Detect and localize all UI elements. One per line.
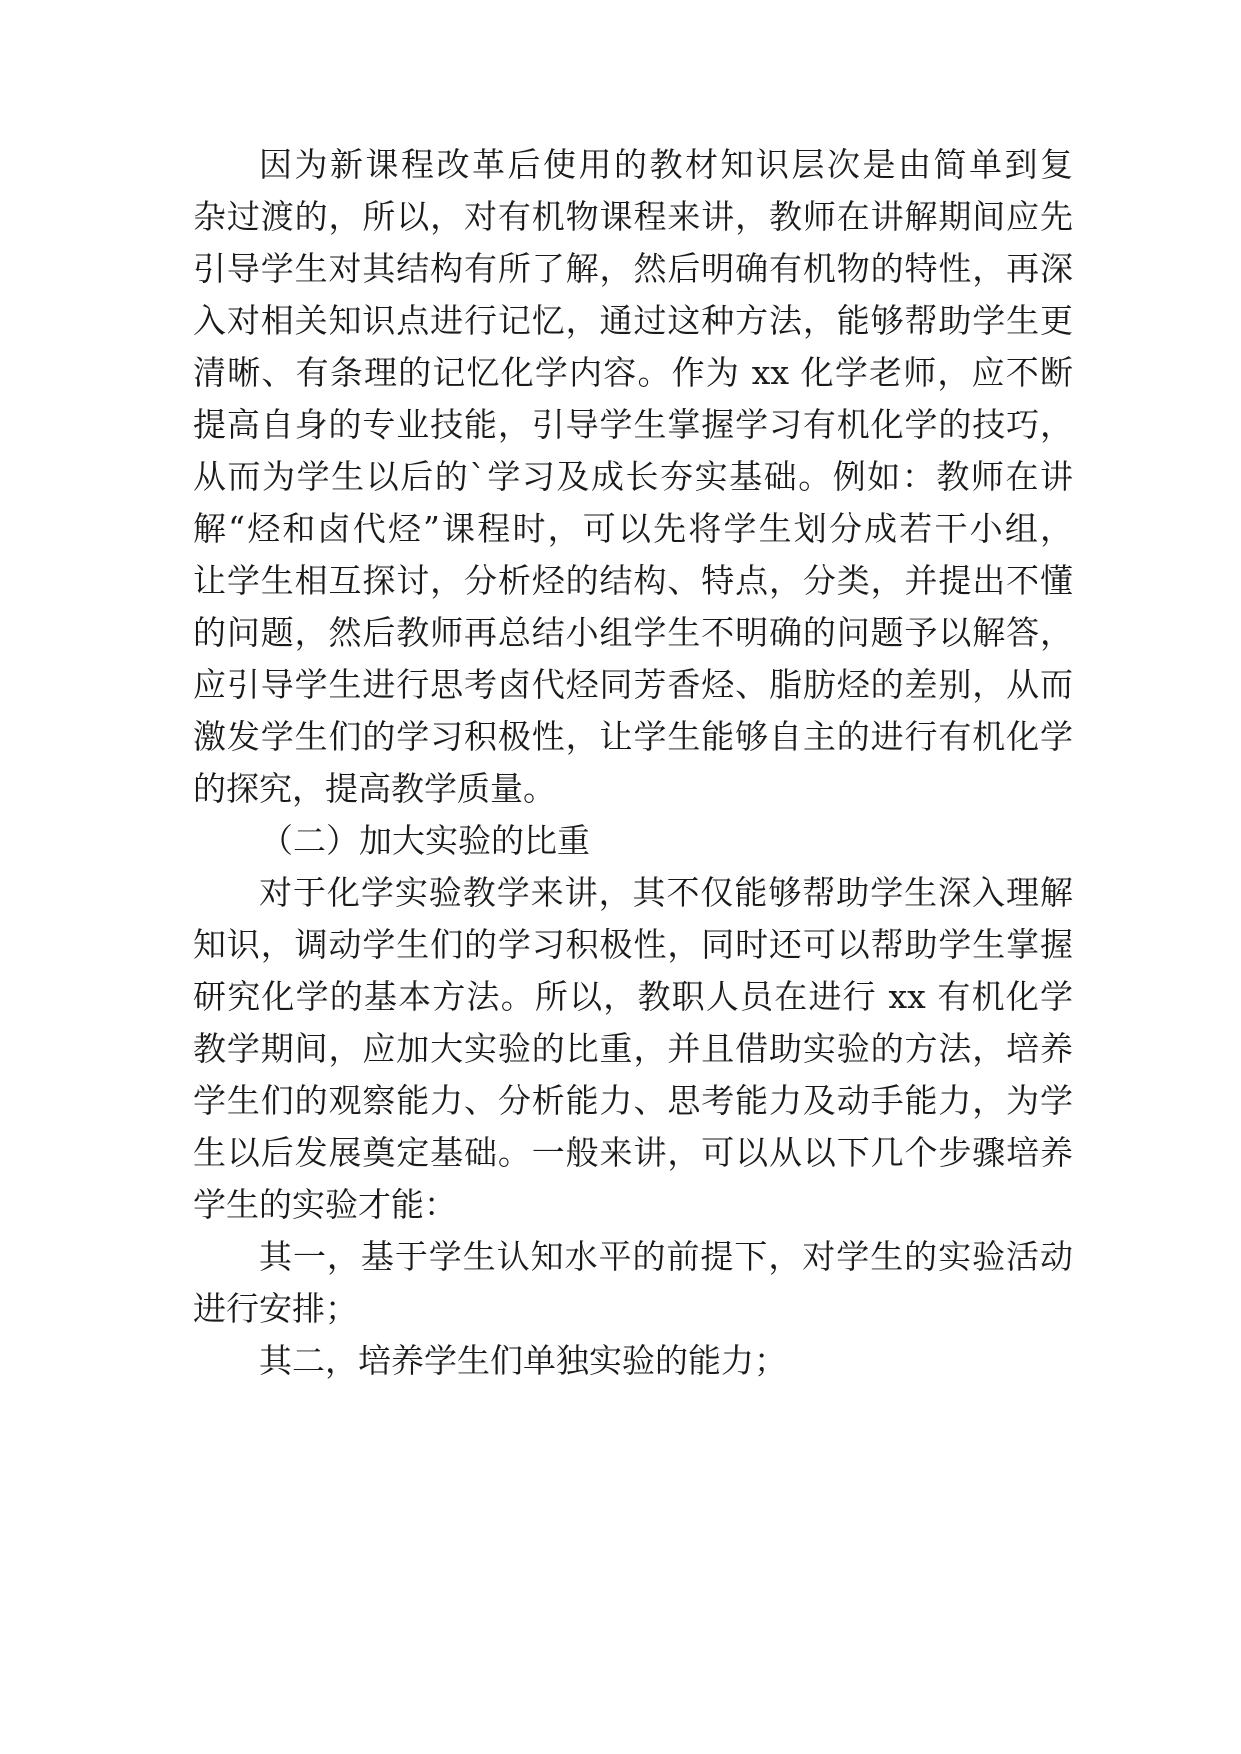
paragraph-1-line: 清晰、有条理的记忆化学内容。作为 xx 化学老师，应不断: [193, 353, 1073, 392]
list-item-1-line: 其一，基于学生认知水平的前提下，对学生的实验活动: [259, 1237, 1073, 1276]
paragraph-2-line: 研究化学的基本方法。所以，教职人员在进行 xx 有机化学: [193, 977, 1073, 1016]
paragraph-1-line: 解“烃和卤代烃”课程时，可以先将学生划分成若干小组，: [193, 509, 1073, 548]
paragraph-1-line: 引导学生对其结构有所了解，然后明确有机物的特性，再深: [193, 249, 1073, 288]
paragraph-1-line: 从而为学生以后的`学习及成长夯实基础。例如：教师在讲: [193, 457, 1073, 496]
paragraph-2-line: 教学期间，应加大实验的比重，并且借助实验的方法，培养: [193, 1029, 1073, 1068]
paragraph-1-line: 激发学生们的学习积极性，让学生能够自主的进行有机化学: [193, 717, 1073, 756]
list-item-2-line: 其二，培养学生们单独实验的能力；: [259, 1341, 787, 1380]
section-heading: （二）加大实验的比重: [260, 821, 590, 860]
paragraph-2-line: 学生们的观察能力、分析能力、思考能力及动手能力，为学: [193, 1081, 1073, 1120]
paragraph-2-line: 生以后发展奠定基础。一般来讲，可以从以下几个步骤培养: [193, 1133, 1073, 1172]
paragraph-2-line: 对于化学实验教学来讲，其不仅能够帮助学生深入理解: [259, 873, 1073, 912]
paragraph-2-line: 学生的实验才能：: [193, 1185, 457, 1224]
paragraph-1-line: 因为新课程改革后使用的教材知识层次是由简单到复: [259, 145, 1073, 184]
paragraph-2-line: 知识，调动学生们的学习积极性，同时还可以帮助学生掌握: [193, 925, 1073, 964]
paragraph-1-line: 杂过渡的，所以，对有机物课程来讲，教师在讲解期间应先: [193, 197, 1073, 236]
paragraph-1-line: 提高自身的专业技能，引导学生掌握学习有机化学的技巧，: [193, 405, 1073, 444]
paragraph-1-line: 应引导学生进行思考卤代烃同芳香烃、脂肪烃的差别，从而: [193, 665, 1073, 704]
paragraph-1-line: 的探究，提高教学质量。: [193, 769, 556, 808]
paragraph-1-line: 让学生相互探讨，分析烃的结构、特点，分类，并提出不懂: [193, 561, 1073, 600]
list-item-1-line: 进行安排；: [193, 1289, 358, 1328]
paragraph-1-line: 的问题，然后教师再总结小组学生不明确的问题予以解答，: [193, 613, 1073, 652]
paragraph-1-line: 入对相关知识点进行记忆，通过这种方法，能够帮助学生更: [193, 301, 1073, 340]
